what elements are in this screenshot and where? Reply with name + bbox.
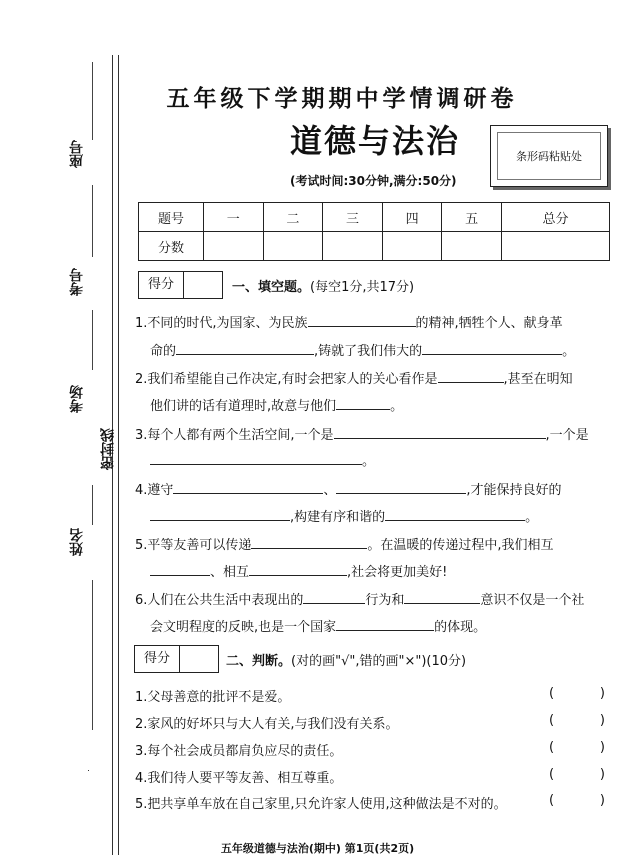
score-box-value[interactable] bbox=[184, 272, 222, 298]
exam-info: (考试时间:30分钟,满分:50分) bbox=[290, 174, 457, 188]
judge-text: 5.把共享单车放在自己家里,只允许家人使用,这种做法是不对的。 bbox=[135, 797, 507, 812]
judge-item-2 bbox=[135, 713, 615, 732]
q2-text: 2.我们希望能自己作决定,有时会把家人的关心看作是 bbox=[135, 372, 438, 387]
section1-score-box bbox=[138, 271, 223, 299]
q4-text: 。 bbox=[525, 510, 539, 525]
section1-note: (每空1分,共17分) bbox=[310, 280, 415, 295]
score-header-cell: 一 bbox=[204, 203, 264, 232]
answer-blank[interactable] bbox=[303, 590, 365, 604]
judge-text: 4.我们待人要平等友善、相互尊重。 bbox=[135, 771, 343, 786]
page-footer: 五年级道德与法治(期中) 第1页(共2页) bbox=[220, 842, 415, 855]
judge-item-4 bbox=[135, 767, 615, 786]
judge-text: 3.每个社会成员都肩负应尽的责任。 bbox=[135, 744, 343, 759]
q3-text: 3.每个人都有两个生活空间,一个是 bbox=[135, 428, 334, 443]
score-header-cell: 三 bbox=[323, 203, 383, 232]
score-table-header bbox=[139, 203, 610, 232]
name-blank-top bbox=[92, 485, 93, 525]
answer-blank[interactable] bbox=[249, 562, 347, 576]
answer-blank[interactable] bbox=[150, 451, 362, 465]
score-cell[interactable] bbox=[442, 232, 502, 261]
name-label: 姓名 bbox=[69, 528, 85, 556]
seat-no-label: 座号 bbox=[69, 140, 85, 168]
score-row-label: 分数 bbox=[139, 232, 204, 261]
score-header-cell: 五 bbox=[442, 203, 502, 232]
score-table bbox=[138, 202, 610, 261]
question-4-line2 bbox=[150, 507, 630, 527]
score-header-cell: 题号 bbox=[139, 203, 204, 232]
answer-blank[interactable] bbox=[150, 507, 290, 521]
answer-parens[interactable]: ( ) bbox=[549, 767, 605, 782]
score-cell[interactable] bbox=[204, 232, 264, 261]
judge-item-5 bbox=[135, 793, 615, 812]
judge-item-3 bbox=[135, 740, 615, 759]
score-cell[interactable] bbox=[323, 232, 383, 261]
binding-margin bbox=[0, 0, 128, 867]
question-5-line1 bbox=[135, 535, 615, 555]
judge-text: 2.家风的好坏只与大人有关,与我们没有关系。 bbox=[135, 717, 399, 732]
section2-title: 二、判断。 bbox=[226, 654, 292, 669]
exam-no-label: 考号 bbox=[69, 268, 85, 296]
question-2-line2 bbox=[150, 396, 630, 416]
answer-blank[interactable] bbox=[150, 562, 210, 576]
answer-blank[interactable] bbox=[336, 480, 466, 494]
answer-parens[interactable]: ( ) bbox=[549, 793, 605, 808]
judge-text: 1.父母善意的批评不是爱。 bbox=[135, 690, 291, 705]
q5-text: 、相互 bbox=[210, 565, 250, 580]
question-3-line2 bbox=[150, 451, 630, 471]
subject-title: 道德与法治 bbox=[290, 122, 461, 160]
answer-blank[interactable] bbox=[438, 369, 504, 383]
section2-note: (对的画"√",错的画"×")(10分) bbox=[291, 654, 467, 669]
paper-title: 五年级下学期期中学情调研卷 bbox=[166, 86, 518, 112]
q6-text: 6.人们在公共生活中表现出的 bbox=[135, 593, 304, 608]
q1-text: 的精神,牺牲个人、献身革 bbox=[415, 316, 563, 331]
answer-blank[interactable] bbox=[385, 507, 525, 521]
score-header-cell: 总分 bbox=[501, 203, 609, 232]
barcode-area bbox=[490, 125, 608, 187]
score-cell[interactable] bbox=[263, 232, 323, 261]
answer-parens[interactable]: ( ) bbox=[549, 686, 605, 701]
score-header-cell: 四 bbox=[382, 203, 442, 232]
question-6-line1 bbox=[135, 590, 615, 610]
q3-text: 。 bbox=[362, 454, 376, 469]
q6-text: 意识不仅是一个社 bbox=[480, 593, 585, 608]
answer-blank[interactable] bbox=[173, 480, 323, 494]
q1-text: 。 bbox=[562, 344, 576, 359]
section2-heading bbox=[226, 650, 466, 669]
exam-room-blank bbox=[92, 310, 93, 370]
question-2-line1 bbox=[135, 369, 615, 389]
q4-text: 4.遵守 bbox=[135, 483, 174, 498]
q6-text: 会文明程度的反映,也是一个国家 bbox=[150, 620, 337, 635]
q4-text: 、 bbox=[323, 483, 337, 498]
margin-tick bbox=[88, 770, 89, 771]
answer-blank[interactable] bbox=[336, 396, 390, 410]
question-5-line2 bbox=[150, 562, 630, 582]
question-1-line2 bbox=[150, 341, 630, 361]
score-box-label: 得分 bbox=[139, 272, 184, 298]
q2-text: 他们讲的话有道理时,故意与他们 bbox=[150, 399, 337, 414]
answer-blank[interactable] bbox=[251, 535, 367, 549]
answer-blank[interactable] bbox=[404, 590, 480, 604]
answer-blank[interactable] bbox=[308, 313, 416, 327]
answer-blank[interactable] bbox=[336, 617, 434, 631]
question-3-line1 bbox=[135, 425, 615, 445]
score-table-row bbox=[139, 232, 610, 261]
score-cell[interactable] bbox=[382, 232, 442, 261]
answer-blank[interactable] bbox=[334, 425, 546, 439]
q2-text: 。 bbox=[390, 399, 404, 414]
exam-room-label: 考场 bbox=[69, 385, 85, 413]
question-6-line2 bbox=[150, 617, 630, 637]
seal-line-label: 密封线 bbox=[100, 428, 116, 470]
q4-text: ,才能保持良好的 bbox=[466, 483, 562, 498]
answer-blank[interactable] bbox=[176, 341, 314, 355]
barcode-label: 条形码粘贴处 bbox=[497, 132, 601, 180]
question-4-line1 bbox=[135, 480, 615, 500]
section1-title: 一、填空题。 bbox=[232, 280, 311, 295]
q5-text: 5.平等友善可以传递 bbox=[135, 538, 252, 553]
q1-text: 命的 bbox=[150, 344, 177, 359]
exam-no-blank bbox=[92, 185, 93, 257]
q6-text: 行为和 bbox=[365, 593, 405, 608]
score-header-cell: 二 bbox=[263, 203, 323, 232]
q2-text: ,甚至在明知 bbox=[503, 372, 573, 387]
score-box-value[interactable] bbox=[180, 646, 218, 672]
score-cell[interactable] bbox=[501, 232, 609, 261]
answer-blank[interactable] bbox=[422, 341, 562, 355]
q4-text: ,构建有序和谐的 bbox=[290, 510, 386, 525]
q6-text: 的体现。 bbox=[434, 620, 487, 635]
seal-line-inner bbox=[118, 55, 119, 855]
q3-text: ,一个是 bbox=[545, 428, 589, 443]
judge-item-1 bbox=[135, 686, 615, 705]
name-blank bbox=[92, 580, 93, 730]
section1-heading bbox=[232, 276, 414, 295]
q5-text: ,社会将更加美好! bbox=[347, 565, 448, 580]
q1-text: ,铸就了我们伟大的 bbox=[314, 344, 423, 359]
score-box-label: 得分 bbox=[135, 646, 180, 672]
question-1-line1 bbox=[135, 313, 615, 333]
q5-text: 。在温暖的传递过程中,我们相互 bbox=[367, 538, 554, 553]
q1-text: 1.不同的时代,为国家、为民族 bbox=[135, 316, 308, 331]
section2-score-box bbox=[134, 645, 219, 673]
answer-parens[interactable]: ( ) bbox=[549, 713, 605, 728]
answer-parens[interactable]: ( ) bbox=[549, 740, 605, 755]
